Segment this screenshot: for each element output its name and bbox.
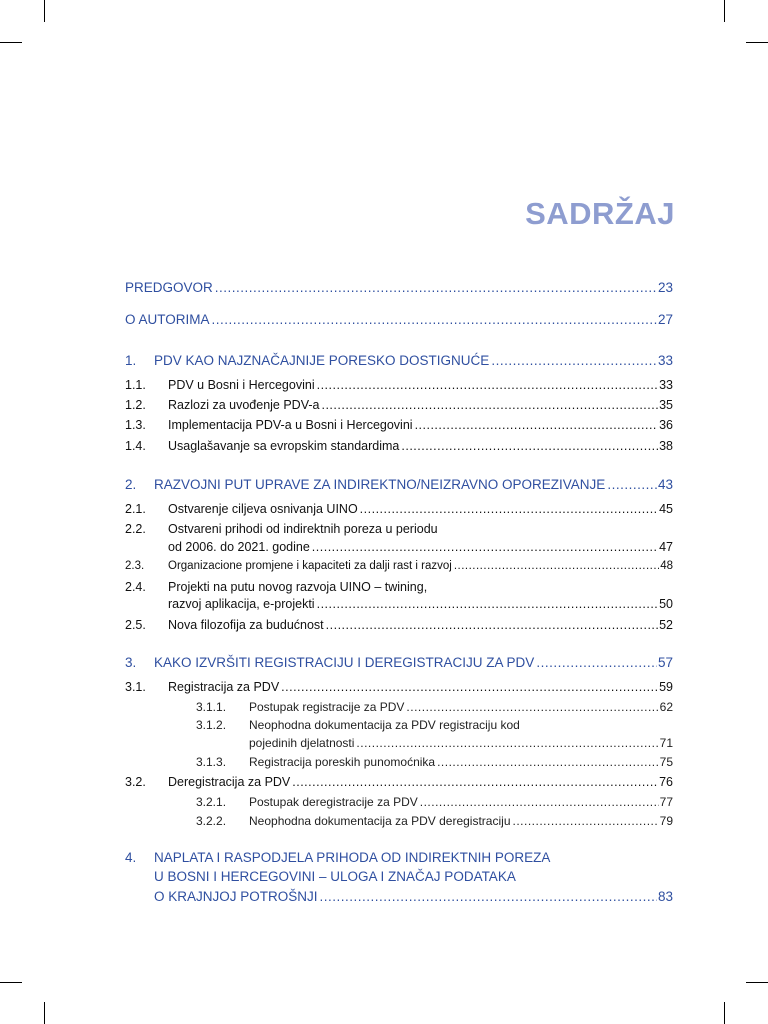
toc-page-number: 62 — [659, 700, 673, 714]
leader-dots — [415, 418, 659, 432]
toc-page-number: 27 — [657, 312, 673, 327]
toc-page-number: 33 — [657, 353, 673, 368]
toc-number: 3.1.3. — [196, 755, 227, 769]
toc-subsection-3-1-2[interactable] — [249, 736, 673, 750]
toc-entry-label: Usaglašavanje sa evropskim standardima — [168, 439, 400, 453]
leader-dots — [312, 540, 658, 554]
crop-mark — [44, 1002, 45, 1024]
leader-dots — [437, 755, 659, 769]
toc-entry-label: razvoj aplikacija, e-projekti — [168, 597, 315, 611]
toc-page-number: 43 — [657, 477, 673, 492]
toc-entry-predgovor[interactable] — [125, 280, 673, 295]
toc-page-number: 33 — [659, 378, 673, 392]
leader-dots — [326, 618, 658, 632]
toc-section-2-5[interactable] — [125, 618, 673, 632]
toc-entry-label: Postupak deregistracije za PDV — [249, 795, 418, 809]
toc-subsection-3-1-1[interactable] — [196, 700, 673, 714]
toc-page-number: 38 — [659, 439, 673, 453]
toc-number: 2.5. — [125, 618, 146, 632]
toc-number: 2.4. — [125, 580, 146, 594]
toc-number: 1.2. — [125, 398, 146, 412]
toc-page-number: 79 — [659, 814, 673, 828]
toc-section-2-4-line1 — [125, 580, 427, 594]
toc-page-number: 23 — [657, 280, 673, 295]
toc-number: 2.2. — [125, 522, 146, 536]
toc-number: 3.2. — [125, 775, 146, 789]
leader-dots — [401, 439, 658, 453]
toc-section-3-1[interactable] — [125, 680, 673, 694]
toc-subsection-3-1-2-line1 — [196, 718, 520, 732]
toc-entry-label: PREDGOVOR — [125, 280, 213, 295]
toc-entry-label: Neophodna dokumentacija za PDV deregistraciju — [249, 814, 511, 828]
toc-chapter-4-line2 — [154, 869, 516, 884]
toc-number: 1. — [125, 353, 137, 368]
toc-page-number: 77 — [659, 795, 673, 809]
page-title: SADRŽAJ — [525, 196, 675, 231]
toc-page-number: 76 — [659, 775, 673, 789]
toc-number: 1.4. — [125, 439, 146, 453]
leader-dots — [281, 680, 658, 694]
toc-page-number: 48 — [660, 560, 673, 572]
leader-dots — [356, 736, 658, 750]
toc-number: 3.2.2. — [196, 814, 227, 828]
toc-entry-label: KAKO IZVRŠITI REGISTRACIJU I DEREGISTRACIJU ZA PDV — [154, 655, 535, 670]
toc-page-number: 47 — [659, 540, 673, 554]
toc-chapter-4[interactable] — [154, 889, 673, 904]
toc-subsection-3-2-1[interactable] — [196, 795, 673, 809]
toc-entry-label: PDV KAO NAJZNAČAJNIJE PORESKO DOSTIGNUĆE — [154, 353, 490, 368]
leader-dots — [212, 312, 657, 327]
toc-number: 3. — [125, 655, 137, 670]
leader-dots — [215, 280, 657, 295]
toc-number: 3.2.1. — [196, 795, 227, 809]
toc-page-number: 52 — [659, 618, 673, 632]
toc-entry-label: Postupak registracije za PDV — [249, 700, 405, 714]
crop-mark — [746, 982, 768, 983]
leader-dots — [513, 814, 659, 828]
toc-number: 2. — [125, 477, 137, 492]
toc-section-2-3[interactable] — [125, 560, 673, 572]
toc-entry-label: O AUTORIMA — [125, 312, 210, 327]
toc-section-2-2-line1 — [125, 522, 438, 536]
toc-page-number: 36 — [659, 418, 673, 432]
crop-mark — [746, 42, 768, 43]
toc-number: 3.1.2. — [196, 718, 227, 732]
toc-page-number: 35 — [659, 398, 673, 412]
leader-dots — [536, 655, 657, 670]
toc-entry-label: NAPLATA I RASPODJELA PRIHODA OD INDIREKTNIH POREZA — [154, 850, 551, 865]
toc-section-2-4[interactable] — [168, 597, 673, 611]
leader-dots — [317, 378, 658, 392]
toc-entry-label: Neophodna dokumentacija za PDV registraciju kod — [249, 718, 520, 732]
crop-mark — [724, 0, 725, 22]
toc-entry-label: O KRAJNJOJ POTROŠNJI — [154, 889, 318, 904]
toc-entry-label: RAZVOJNI PUT UPRAVE ZA INDIREKTNO/NEIZRAVNO OPOREZIVANJE — [154, 477, 606, 492]
toc-entry-label: U BOSNI I HERCEGOVINI – ULOGA I ZNAČAJ PODATAKA — [154, 869, 516, 884]
toc-page-number: 71 — [659, 736, 673, 750]
toc-page-number: 50 — [659, 597, 673, 611]
leader-dots — [320, 889, 657, 904]
toc-page-number: 75 — [659, 755, 673, 769]
crop-mark — [724, 1002, 725, 1024]
toc-entry-label: Registracija za PDV — [168, 680, 280, 694]
toc-section-2-1[interactable] — [125, 502, 673, 516]
toc-number: 2.1. — [125, 502, 146, 516]
leader-dots — [360, 502, 658, 516]
toc-section-3-2[interactable] — [125, 775, 673, 789]
toc-entry-label: pojedinih djelatnosti — [249, 736, 355, 750]
toc-number: 3.1.1. — [196, 700, 227, 714]
toc-page-number: 45 — [659, 502, 673, 516]
toc-chapter-1[interactable] — [125, 353, 673, 368]
leader-dots — [420, 795, 659, 809]
leader-dots — [321, 398, 658, 412]
toc-number: 2.3. — [125, 560, 145, 572]
leader-dots — [607, 477, 657, 492]
crop-mark — [0, 42, 22, 43]
toc-entry-label: Registracija poreskih punomoćnika — [249, 755, 436, 769]
toc-number: 1.3. — [125, 418, 146, 432]
toc-section-1-4[interactable] — [125, 439, 673, 453]
toc-entry-label: Ostvarenje ciljeva osnivanja UINO — [168, 502, 358, 516]
toc-entry-label: Razlozi za uvođenje PDV-a — [168, 398, 320, 412]
toc-page-number: 83 — [657, 889, 673, 904]
toc-page-number: 59 — [659, 680, 673, 694]
toc-number: 1.1. — [125, 378, 146, 392]
toc-subsection-3-2-2[interactable] — [196, 814, 673, 828]
toc-entry-label: PDV u Bosni i Hercegovini — [168, 378, 315, 392]
toc-entry-label: Projekti na putu novog razvoja UINO – twining, — [168, 580, 428, 594]
toc-section-1-2[interactable] — [125, 398, 673, 412]
toc-chapter-2[interactable] — [125, 477, 673, 492]
toc-section-2-2[interactable] — [168, 540, 673, 554]
toc-number: 4. — [125, 850, 137, 865]
leader-dots — [317, 597, 659, 611]
toc-entry-label: Ostvareni prihodi od indirektnih poreza u periodu — [168, 522, 438, 536]
toc-chapter-3[interactable] — [125, 655, 673, 670]
toc-subsection-3-1-3[interactable] — [196, 755, 673, 769]
leader-dots — [292, 775, 658, 789]
toc-entry-label: Implementacija PDV-a u Bosni i Hercegovini — [168, 418, 413, 432]
toc-entry-label: Deregistracija za PDV — [168, 775, 291, 789]
toc-section-1-3[interactable] — [125, 418, 673, 432]
toc-entry-label: Organizacione promjene i kapaciteti za dalji rast i razvoj — [168, 560, 452, 572]
toc-section-1-1[interactable] — [125, 378, 673, 392]
leader-dots — [491, 353, 657, 368]
toc-number: 3.1. — [125, 680, 146, 694]
leader-dots — [454, 560, 659, 572]
leader-dots — [406, 700, 658, 714]
crop-mark — [0, 982, 22, 983]
toc-entry-autori[interactable] — [125, 312, 673, 327]
toc-entry-label: od 2006. do 2021. godine — [168, 540, 310, 554]
toc-page-number: 57 — [657, 655, 673, 670]
toc-entry-label: Nova filozofija za budućnost — [168, 618, 324, 632]
toc-chapter-4-line1 — [125, 850, 550, 865]
crop-mark — [44, 0, 45, 22]
